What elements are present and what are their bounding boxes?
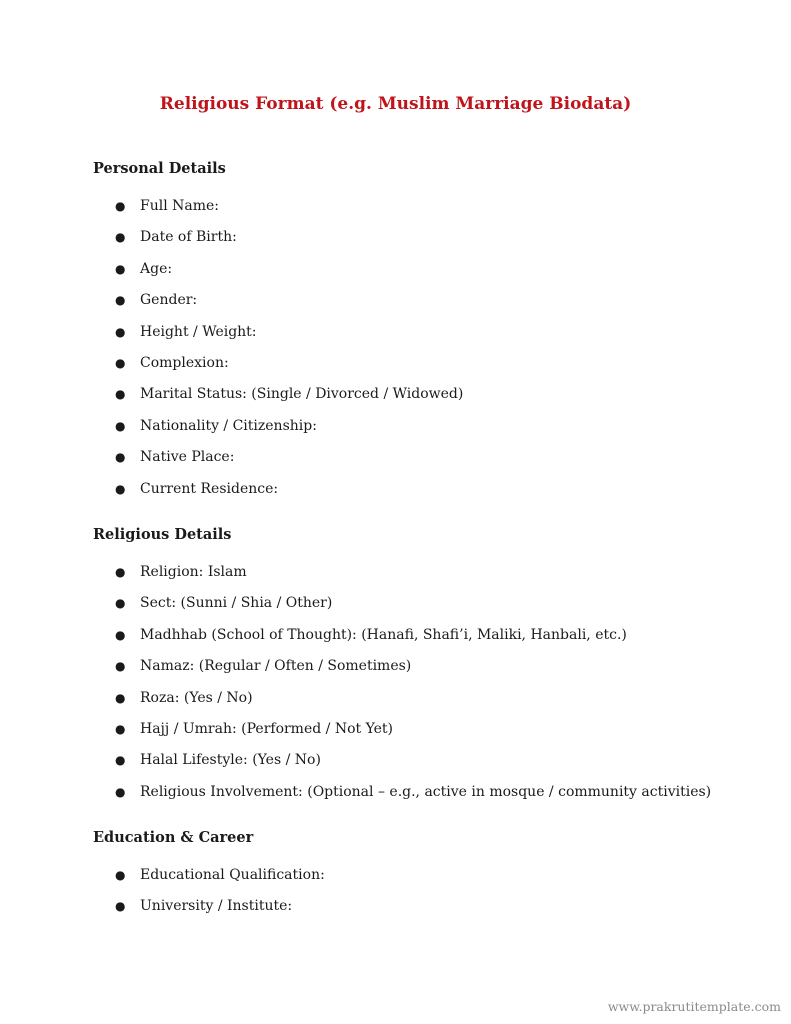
bullet-icon: ●: [115, 324, 126, 339]
bullet-icon: ●: [115, 565, 126, 579]
section-heading: Education & Career: [93, 829, 254, 846]
list-item: [93, 860, 743, 891]
list-item: [93, 777, 743, 808]
list-item-text: Educational Qualification:: [140, 867, 325, 883]
bullet-icon: ●: [115, 450, 126, 465]
list-item: [93, 891, 743, 922]
bullet-icon: ●: [115, 753, 126, 768]
list-item: [93, 348, 743, 379]
bullet-icon: ●: [115, 690, 126, 705]
list-item: [93, 714, 743, 745]
personal-details-list: [93, 191, 743, 505]
list-item-text: Madhhab (School of Thought): (Hanafi, Shafi’i, Maliki, Hanbali, etc.): [140, 626, 627, 643]
list-item: [93, 254, 743, 285]
bullet-icon: ●: [115, 355, 126, 370]
bullet-icon: ●: [115, 261, 126, 276]
list-item: [93, 745, 743, 776]
list-item: [93, 191, 743, 222]
list-item-text: Gender:: [140, 292, 198, 309]
list-item: [93, 557, 743, 588]
list-item-text: Sect: (Sunni / Shia / Other): [140, 595, 333, 612]
list-item: [93, 683, 743, 714]
education-career-list: [93, 860, 743, 923]
list-item-text: Height / Weight:: [140, 323, 257, 340]
bullet-icon: ●: [115, 659, 126, 674]
section-education-career: [93, 828, 743, 923]
list-item-text: Religion: Islam: [140, 564, 247, 580]
religious-details-list: [93, 557, 743, 808]
bullet-icon: ●: [115, 721, 126, 736]
list-item: [93, 222, 743, 253]
list-item: [93, 317, 743, 348]
bullet-icon: ●: [115, 387, 126, 402]
list-item-text: Current Residence:: [140, 480, 279, 497]
list-item: [93, 411, 743, 442]
list-item: [93, 285, 743, 316]
section-heading: Personal Details: [93, 160, 226, 177]
list-item-text: Religious Involvement: (Optional – e.g., active in mosque / community activities): [140, 783, 712, 800]
list-item-text: University / Institute:: [140, 898, 293, 915]
list-item: [93, 442, 743, 473]
bullet-icon: ●: [115, 293, 126, 308]
list-item-text: Marital Status: (Single / Divorced / Widowed): [140, 386, 464, 403]
bullet-icon: ●: [115, 418, 126, 433]
bullet-icon: ●: [115, 784, 126, 799]
list-item: [93, 651, 743, 682]
section-heading: Religious Details: [93, 526, 232, 543]
bullet-icon: ●: [115, 627, 126, 642]
bullet-icon: ●: [115, 199, 126, 213]
section-personal-details: [93, 159, 743, 505]
page-title: Religious Format (e.g. Muslim Marriage Biodata): [159, 94, 632, 114]
list-item-text: Age:: [140, 260, 173, 277]
section-religious-details: [93, 525, 743, 808]
bullet-icon: ●: [115, 868, 126, 882]
list-item-text: Namaz: (Regular / Often / Sometimes): [140, 658, 412, 675]
list-item-text: Hajj / Umrah: (Performed / Not Yet): [140, 720, 393, 737]
watermark-url: www.prakrutitemplate.com: [607, 999, 781, 1014]
bullet-icon: ●: [115, 230, 126, 245]
list-item-text: Roza: (Yes / No): [140, 689, 253, 706]
list-item-text: Full Name:: [140, 198, 220, 214]
list-item: [93, 379, 743, 410]
bullet-icon: ●: [115, 899, 126, 914]
bullet-icon: ●: [115, 481, 126, 496]
list-item-text: Date of Birth:: [140, 229, 237, 246]
list-item-text: Nationality / Citizenship:: [140, 417, 317, 434]
bullet-icon: ●: [115, 596, 126, 611]
list-item-text: Native Place:: [140, 449, 235, 466]
list-item-text: Halal Lifestyle: (Yes / No): [140, 752, 321, 769]
list-item-text: Complexion:: [140, 354, 229, 371]
list-item: [93, 474, 743, 505]
list-item: [93, 620, 743, 651]
list-item: [93, 588, 743, 619]
